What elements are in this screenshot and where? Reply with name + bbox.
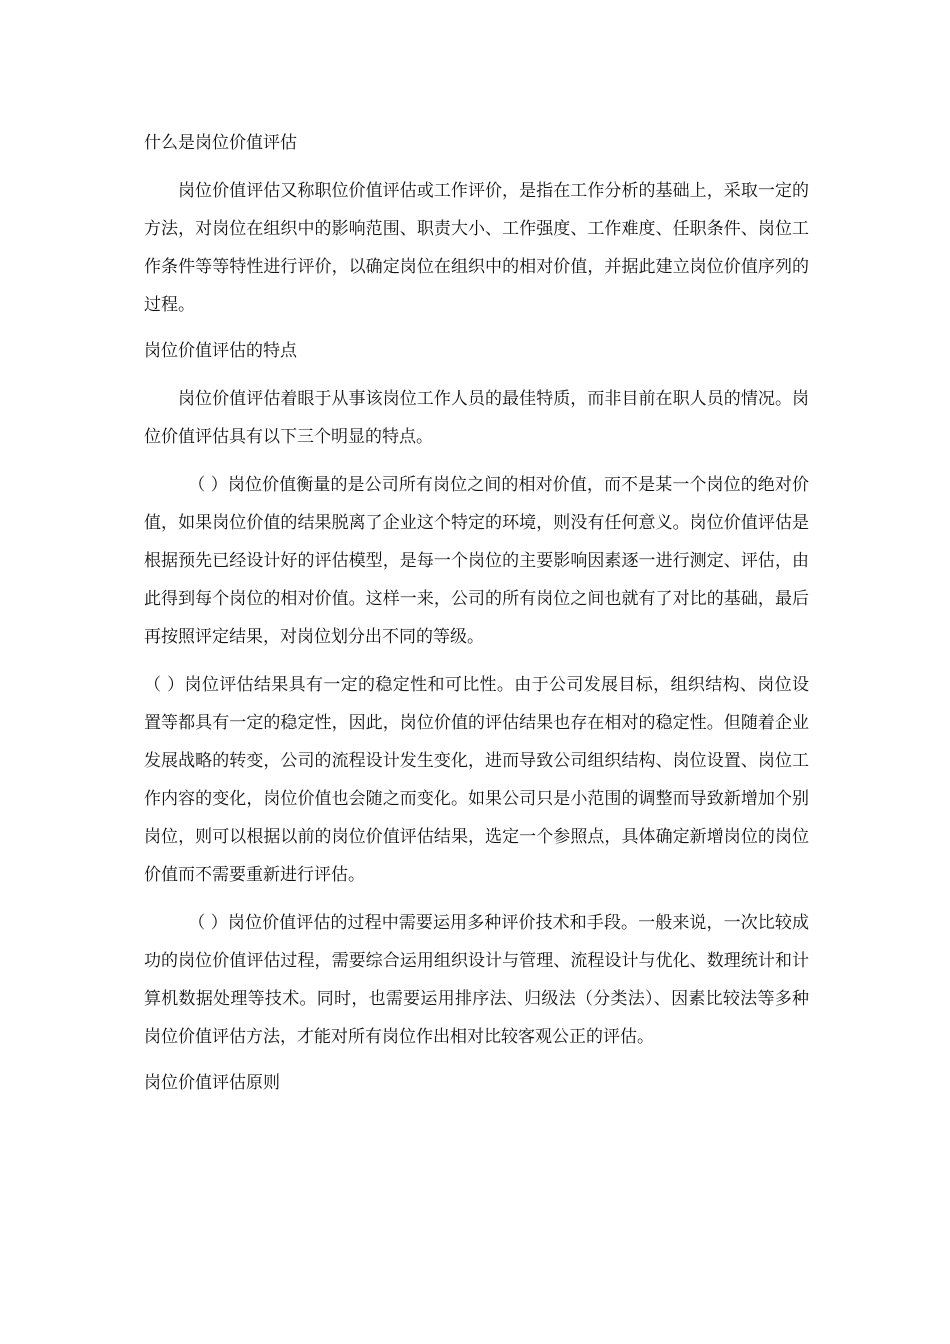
paragraph-feature-1: （ ）岗位价值衡量的是公司所有岗位之间的相对价值，而不是某一个岗位的绝对价值，如果岗位价值的结果脱离了企业这个特定的环境，则没有任何意义。岗位价值评估是根据预先已经设计好的评估模型，是每一个岗位的主要影响因素逐一进行测定、评估，由此得到每个岗位的相对价值。这样一来，公司的所有岗位之间也就有了对比的基础，最后再按照评定结果，对岗位划分出不同的等级。 [144, 475, 809, 647]
paragraph-features-intro: 岗位价值评估着眼于从事该岗位工作人员的最佳特质，而非目前在职人员的情况。岗位价值评估具有以下三个明显的特点。 [144, 389, 809, 447]
document-page [144, 124, 809, 1102]
paragraph-feature-3: （ ）岗位价值评估的过程中需要运用多种评价技术和手段。一般来说，一次比较成功的岗位价值评估过程，需要综合运用组织设计与管理、流程设计与优化、数理统计和计算机数据处理等技术。同时，也需要运用排序法、归级法（分类法）、因素比较法等多种岗位价值评估方法，才能对所有岗位作出相对比较客观公正的评估。 [144, 913, 809, 1047]
section-heading-features: 岗位价值评估的特点 [144, 341, 297, 361]
section-heading-what-is: 什么是岗位价值评估 [144, 133, 297, 153]
paragraph-definition: 岗位价值评估又称职位价值评估或工作评价，是指在工作分析的基础上，采取一定的方法，对岗位在组织中的影响范围、职责大小、工作强度、工作难度、任职条件、岗位工作条件等等特性进行评价，以确定岗位在组织中的相对价值，并据此建立岗位价值序列的过程。 [144, 181, 809, 315]
paragraph-feature-2: （ ）岗位评估结果具有一定的稳定性和可比性。由于公司发展目标，组织结构、岗位设置等都具有一定的稳定性，因此，岗位价值的评估结果也存在相对的稳定性。但随着企业发展战略的转变，公司的流程设计发生变化，进而导致公司组织结构、岗位设置、岗位工作内容的变化，岗位价值也会随之而变化。如果公司只是小范围的调整而导致新增加个别岗位，则可以根据以前的岗位价值评估结果，选定一个参照点，具体确定新增岗位的岗位价值而不需要重新进行评估。 [144, 675, 809, 885]
section-heading-principles: 岗位价值评估原则 [144, 1073, 280, 1093]
